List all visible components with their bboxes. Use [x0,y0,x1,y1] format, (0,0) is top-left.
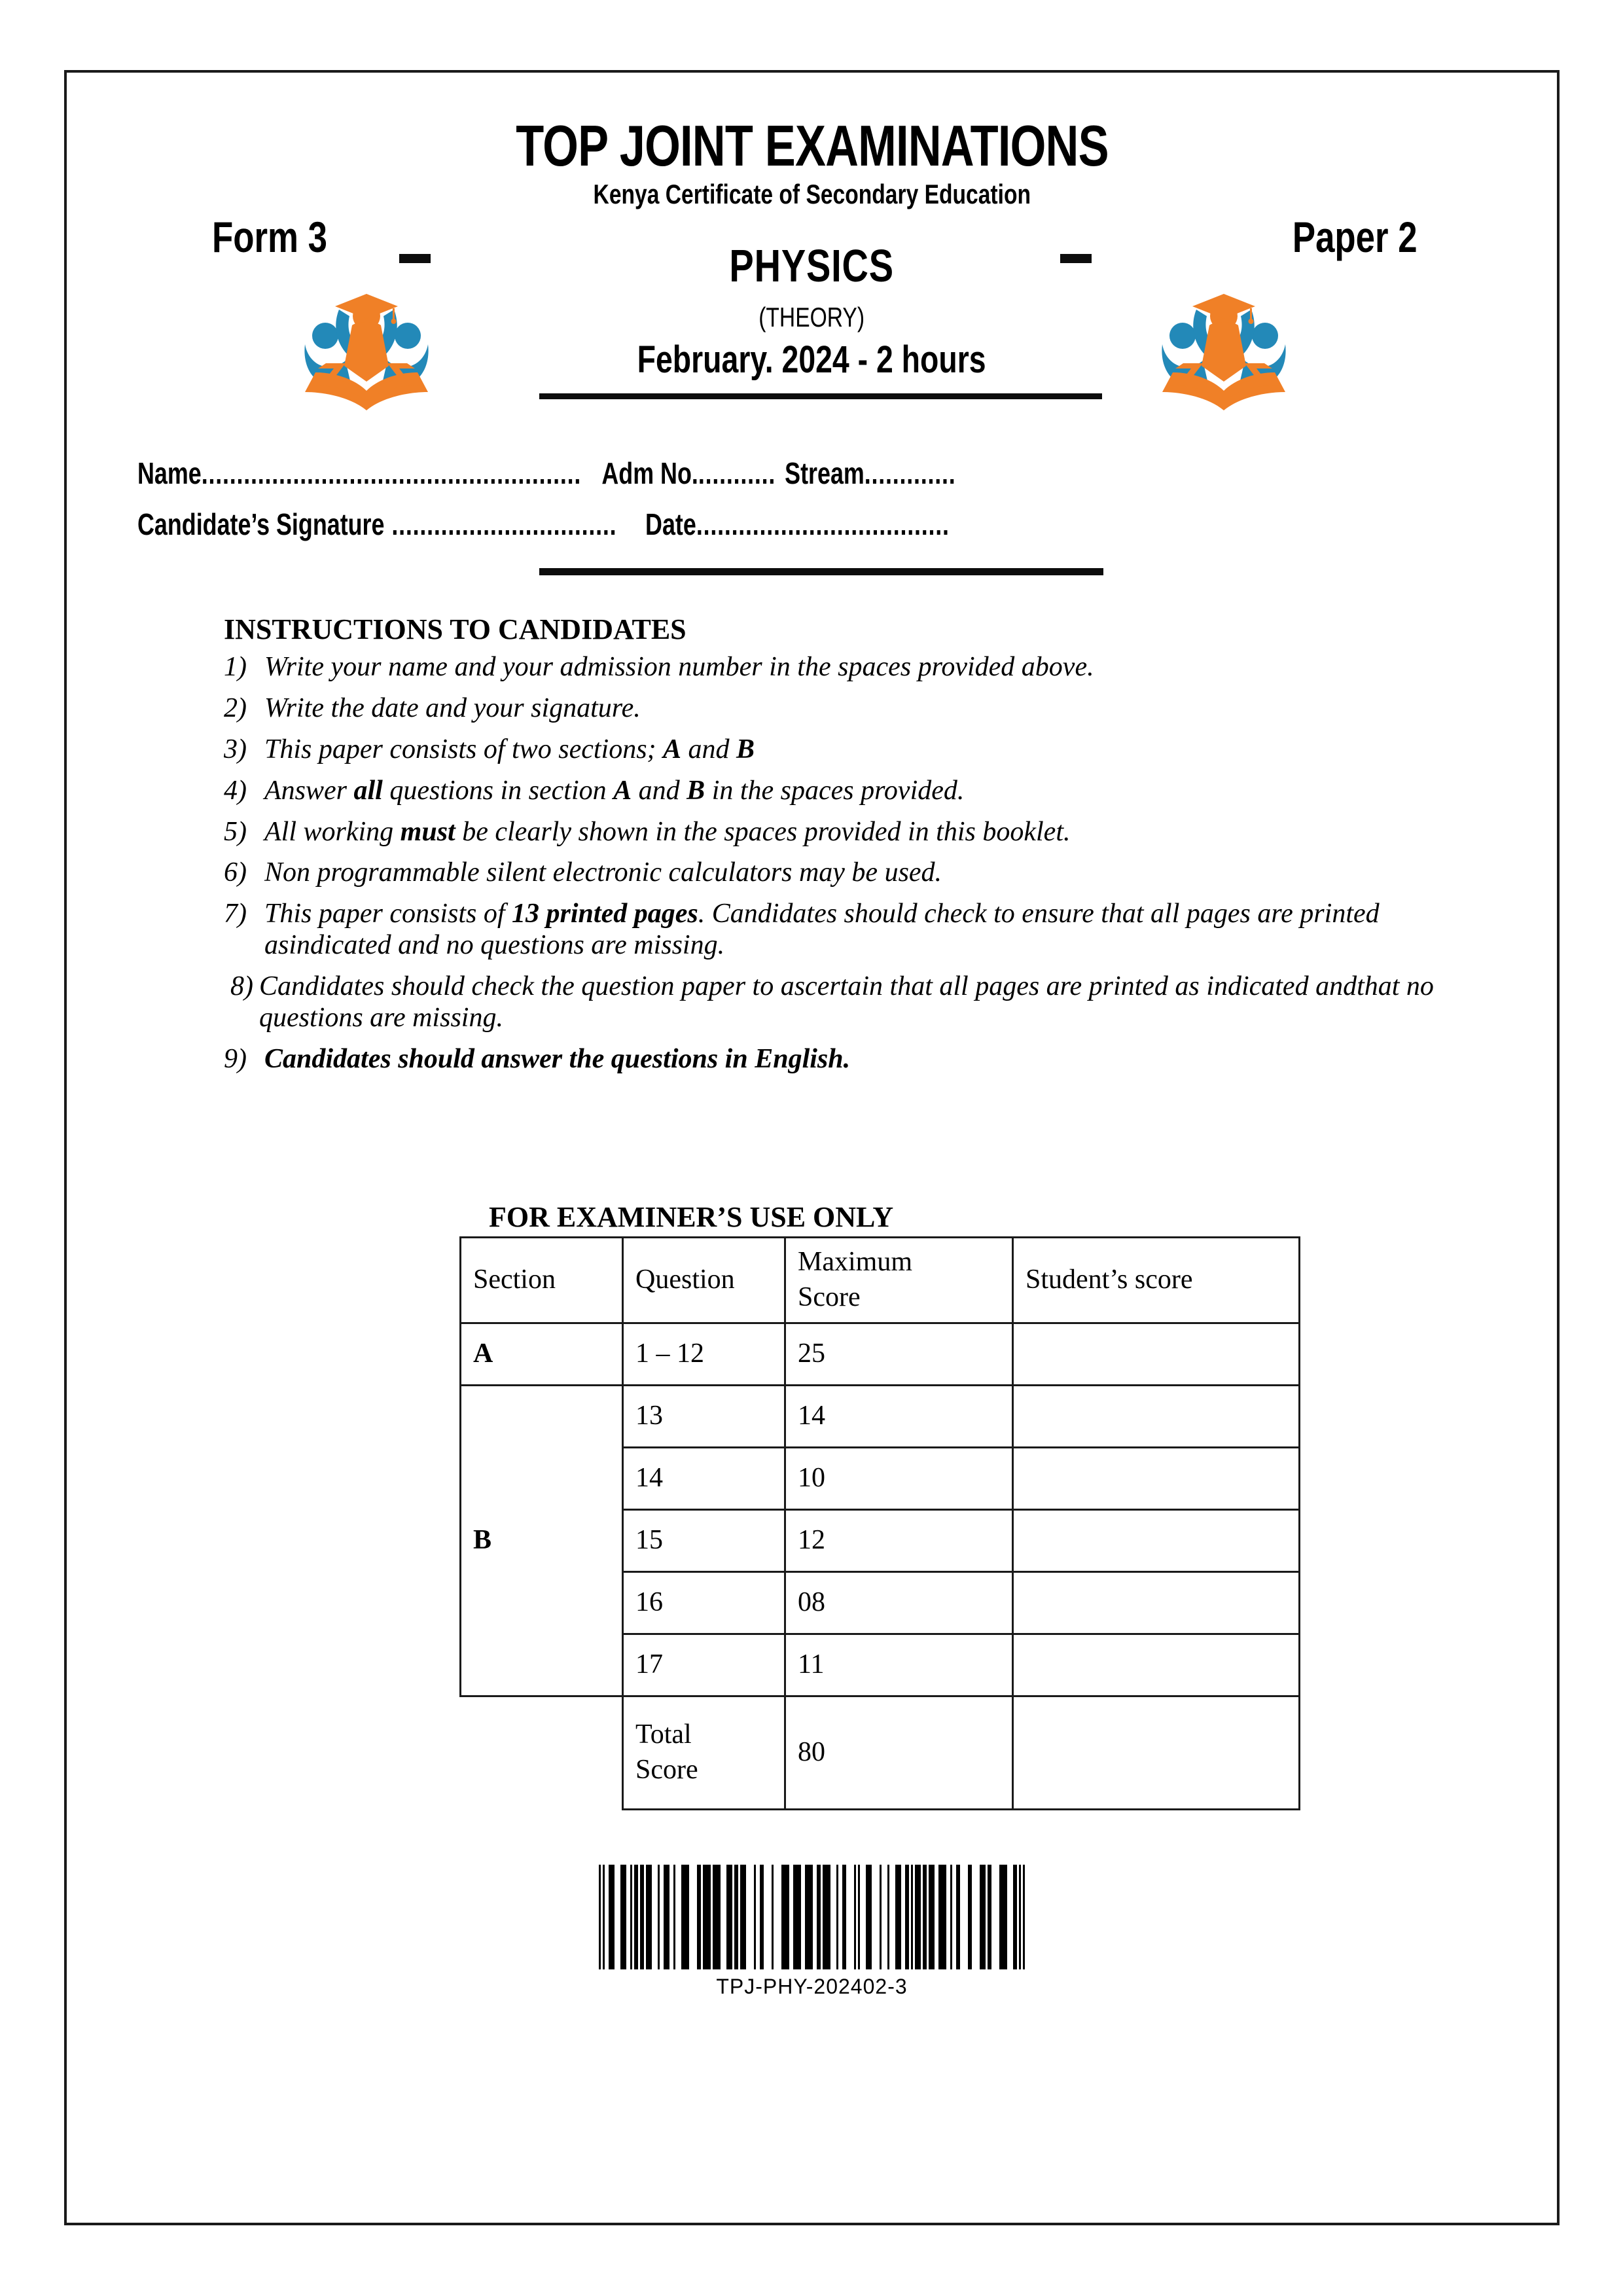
exam-cover-page [64,70,1560,2225]
candidate-signature-row [137,507,1491,558]
cell-question-14: 14 [623,1447,785,1509]
instruction-text: This paper consists of two sections; A and B [264,734,755,764]
date-label: Date [645,507,696,541]
instruction-text: Non programmable silent electronic calculators may be used. [264,857,942,888]
cell-max-score: 10 [785,1447,1013,1509]
instruction-number: 3) [224,734,247,764]
instruction-text: Answer all questions in section A and B in the spaces provided. [264,775,965,806]
exam-subtitle [67,181,1557,209]
dash-separator-right-icon [1060,254,1092,263]
total-label-line1: Total [635,1719,692,1749]
column-header-maximum-score [785,1238,1013,1323]
cell-total-max-score: 80 [785,1696,1013,1809]
exam-subtitle-text: Kenya Certificate of Secondary Education [593,179,1031,209]
instruction-text: This paper consists of 13 printed pages. Candidates should check to ensure that all pages are printed asindicated and no questions are missing. [264,899,1380,961]
table-row [461,1385,1300,1447]
instruction-item [224,899,1465,961]
barcode-label: TPJ-PHY-202402-3 [716,1975,908,1998]
institution-logo-right-icon [1145,282,1302,413]
column-header-section: Section [461,1238,623,1323]
instruction-item [224,652,1465,683]
cell-student-score[interactable] [1013,1385,1300,1447]
paper-type-text: (THEORY) [758,302,865,332]
cell-student-score[interactable] [1013,1571,1300,1634]
instruction-number: 4) [224,775,247,806]
signature-label: Candidate’s Signature [137,507,385,541]
total-label-line2: Score [635,1754,698,1785]
signature-input-line[interactable]: ................................ [391,507,617,541]
table-row [461,1323,1300,1385]
instruction-item [224,857,1465,889]
instruction-number: 5) [224,816,247,847]
adm-no-label: Adm No. [601,456,698,490]
instruction-text: Write the date and your signature. [264,692,641,723]
instruction-text: Candidates should answer the questions in English. [264,1043,851,1074]
instruction-text: Candidates should check the question paper to ascertain that all pages are printed as indicated andthat no questions are missing. [259,971,1434,1033]
cell-max-score: 08 [785,1571,1013,1634]
instruction-item [224,693,1465,725]
instruction-number: 8) [230,971,253,1001]
paper-label [1277,212,1433,263]
cell-max-score: 25 [785,1323,1013,1385]
subject-label-text: PHYSICS [729,240,895,291]
cell-student-score[interactable] [1013,1323,1300,1385]
barcode-image [599,1865,1025,1969]
stream-input-line[interactable]: ............. [864,456,956,490]
cell-max-score: 14 [785,1385,1013,1447]
max-score-line1: Maximum [798,1247,912,1277]
cell-question-15: 15 [623,1509,785,1571]
instruction-item [224,817,1465,848]
column-header-student-score: Student’s score [1013,1238,1300,1323]
instruction-number: 6) [224,857,247,888]
examiner-score-table [459,1236,1300,1810]
date-input-line[interactable]: .................................... [696,507,950,541]
cell-total-section-empty [461,1696,623,1809]
paper-label-text: Paper 2 [1292,213,1418,261]
form-label-text: Form 3 [212,213,328,261]
instruction-number: 1) [224,652,247,682]
candidate-details-divider [539,568,1103,575]
cell-section-a: A [461,1323,623,1385]
instruction-item [230,971,1465,1034]
cell-max-score: 12 [785,1509,1013,1571]
cell-total-label [623,1696,785,1809]
title-divider [539,393,1102,399]
instruction-number: 7) [224,899,247,929]
adm-no-input-line[interactable]: ........... [698,456,776,490]
cell-student-score[interactable] [1013,1509,1300,1571]
barcode-block [67,1856,1557,1999]
instruction-text: All working must be clearly shown in the spaces provided in this booklet. [264,816,1071,847]
cell-student-score[interactable] [1013,1634,1300,1696]
stream-label: Stream [785,456,865,490]
cell-question-17: 17 [623,1634,785,1696]
instruction-number: 2) [224,692,247,723]
instructions-list [224,652,1465,1085]
cell-student-score[interactable] [1013,1447,1300,1509]
instructions-heading: INSTRUCTIONS TO CANDIDATES [224,613,687,645]
instruction-number: 9) [224,1043,247,1074]
instruction-item [224,734,1465,766]
cell-question-range: 1 – 12 [623,1323,785,1385]
cell-max-score: 11 [785,1634,1013,1696]
instruction-item [224,776,1465,807]
exam-title [67,113,1557,178]
table-total-row [461,1696,1300,1809]
instruction-item [224,1044,1465,1075]
name-label: Name [137,456,202,490]
table-header-row [461,1238,1300,1323]
examiner-use-heading: FOR EXAMINER’S USE ONLY [489,1201,894,1233]
candidate-name-row [137,456,1491,507]
candidate-details [137,456,1491,558]
cell-total-student-score[interactable] [1013,1696,1300,1809]
cell-question-13: 13 [623,1385,785,1447]
cell-question-16: 16 [623,1571,785,1634]
column-header-question: Question [623,1238,785,1323]
date-duration-text: February. 2024 - 2 hours [637,338,986,381]
cell-section-b: B [461,1385,623,1696]
instruction-text: Write your name and your admission number in the spaces provided above. [264,652,1094,682]
exam-title-text: TOP JOINT EXAMINATIONS [515,113,1109,178]
institution-logo-left-icon [288,282,445,413]
name-input-line[interactable]: ...................................................... [201,456,582,490]
max-score-line2: Score [798,1282,861,1312]
